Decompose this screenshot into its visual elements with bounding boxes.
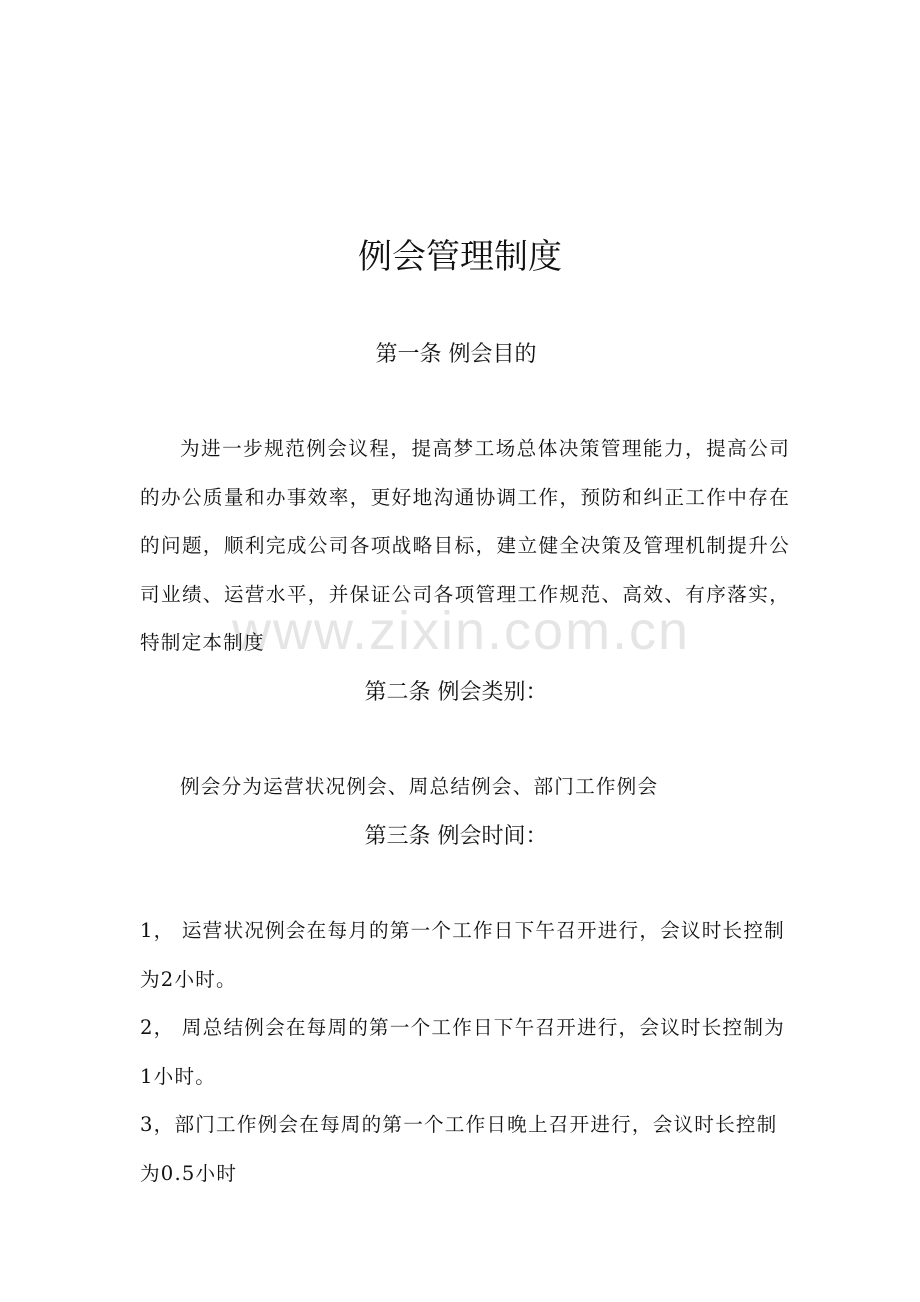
section-3-heading: 第三条 例会时间： (364, 824, 548, 849)
watermark: www.zixin.com.cn (232, 601, 691, 661)
meeting-time-item-2: 2， 周总结例会在每周的第一个工作日下午召开进行，会议时长控制为1小时。 (140, 1016, 785, 1088)
section-2-paragraph: 例会分为运营状况例会、周总结例会、部门工作例会 (180, 775, 659, 798)
section-2-heading: 第二条 例会类别： (364, 680, 548, 705)
meeting-time-item-3: 3，部门工作例会在每周的第一个工作日晚上召开进行，会议时长控制为0.5小时 (140, 1113, 778, 1185)
section-1-heading: 第一条 例会目的 (375, 342, 537, 367)
section-1-paragraph: 为进一步规范例会议程，提高梦工场总体决策管理能力，提高公司的办公质量和办事效率，更好地沟通协调工作，预防和纠正工作中存在的问题，顺利完成公司各项战略目标，建立健全决策及管理机制提升公司业绩、运营水平，并保证公司各项管理工作规范、高效、有序落实，特制定本制度 (140, 437, 790, 654)
meeting-time-item-1: 1， 运营状况例会在每月的第一个工作日下午召开进行，会议时长控制为2小时。 (140, 919, 785, 991)
document-title: 例会管理制度 (358, 237, 562, 277)
